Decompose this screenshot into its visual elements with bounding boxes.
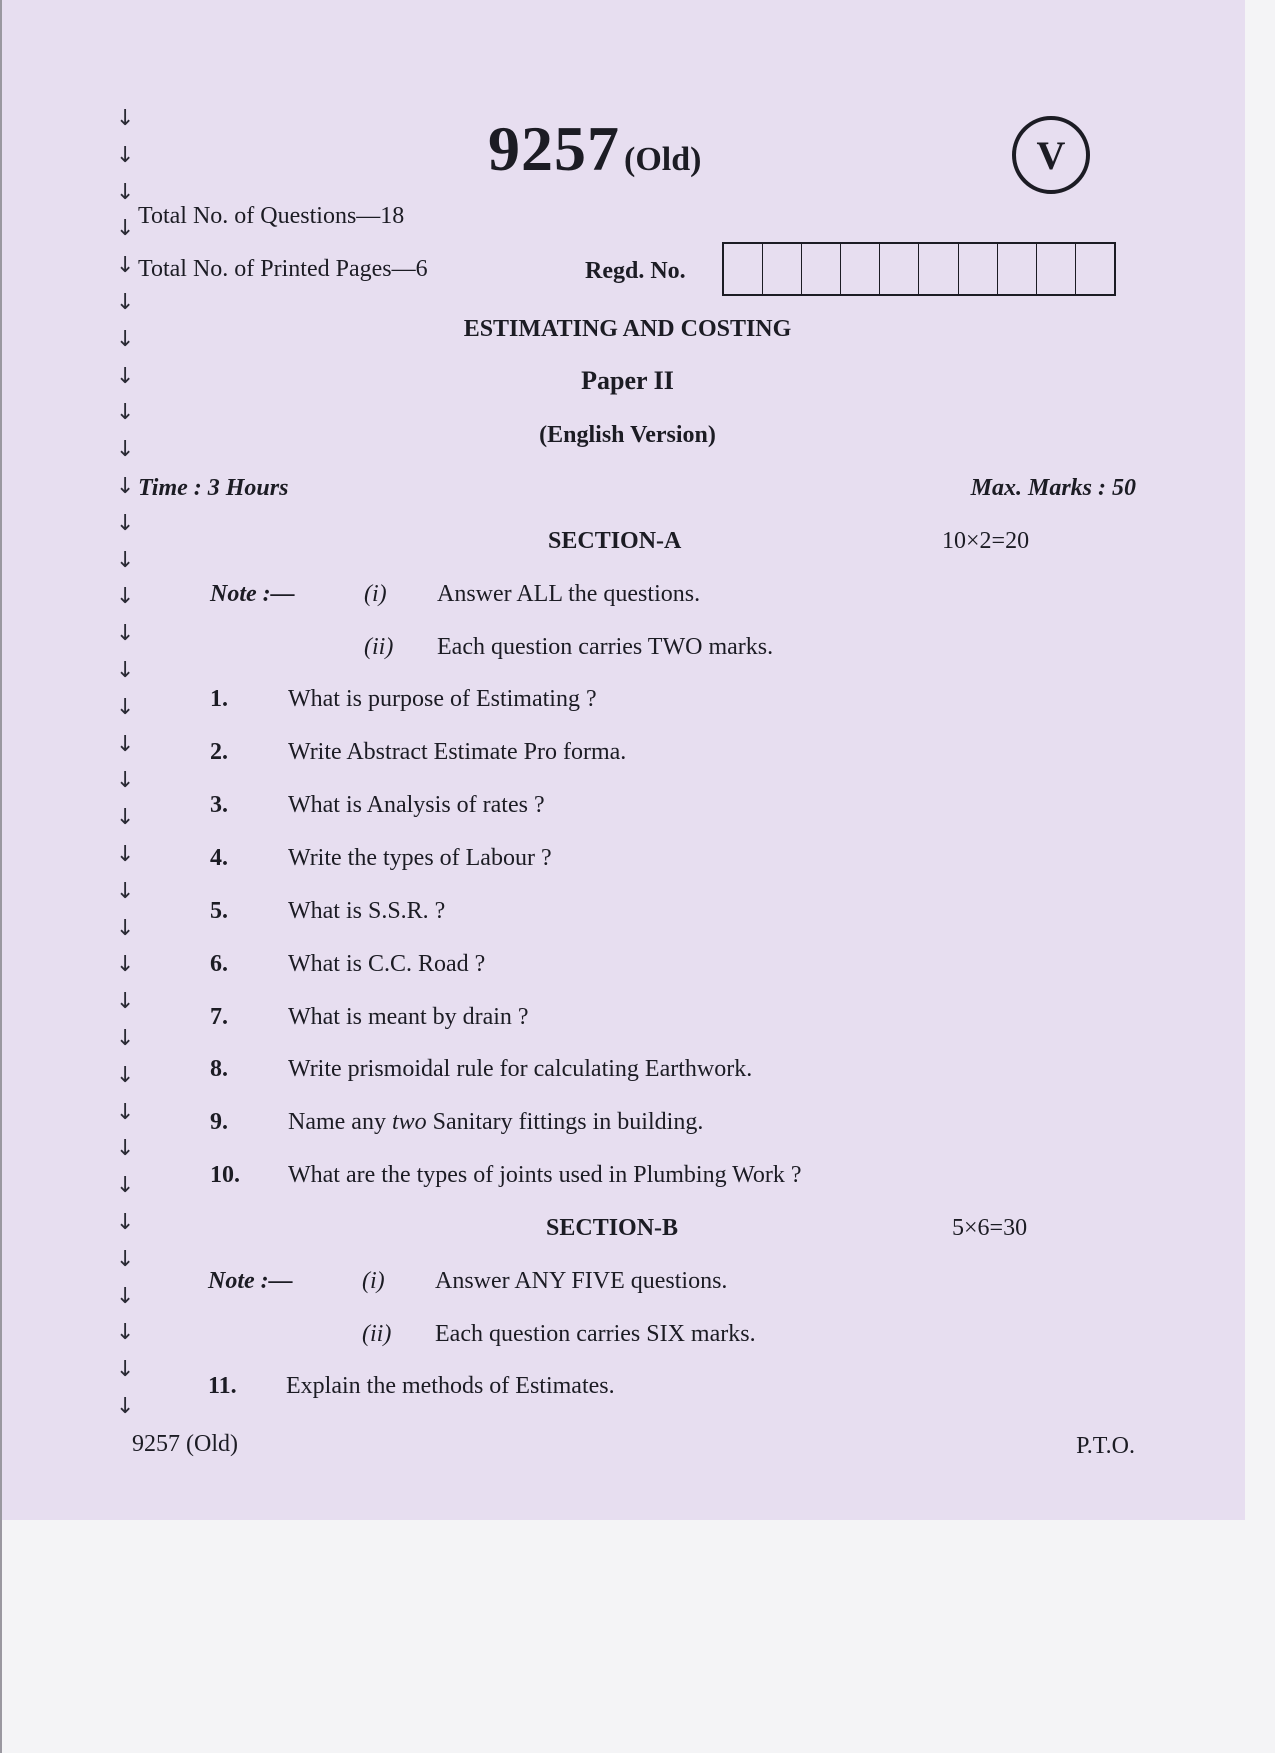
max-marks: Max. Marks : 50 bbox=[970, 475, 1136, 501]
section-b-note-label: Note :— bbox=[208, 1268, 293, 1294]
down-arrow-icon: ↓ bbox=[116, 1320, 135, 1346]
down-arrow-icon: ↓ bbox=[116, 253, 135, 279]
down-arrow-icon: ↓ bbox=[116, 437, 135, 463]
section-b-marks: 5×6=30 bbox=[952, 1215, 1028, 1241]
down-arrow-icon: ↓ bbox=[116, 1283, 135, 1309]
question-number: 1. bbox=[210, 686, 228, 712]
margin-arrows bbox=[116, 108, 138, 1418]
question-text: What is purpose of Estimating ? bbox=[288, 686, 597, 712]
down-arrow-icon: ↓ bbox=[116, 179, 135, 205]
question-number: 4. bbox=[210, 845, 228, 871]
question-number: 2. bbox=[210, 739, 228, 765]
question-text: Write the types of Labour ? bbox=[288, 845, 552, 871]
total-questions: Total No. of Questions—18 bbox=[138, 203, 405, 229]
down-arrow-icon: ↓ bbox=[116, 915, 135, 941]
regd-label: Regd. No. bbox=[585, 258, 686, 284]
down-arrow-icon: ↓ bbox=[116, 400, 135, 426]
section-b-note-2: Each question carries SIX marks. bbox=[435, 1321, 756, 1347]
down-arrow-icon: ↓ bbox=[116, 1062, 135, 1088]
down-arrow-icon: ↓ bbox=[116, 1393, 135, 1419]
section-a-note-2: Each question carries TWO marks. bbox=[437, 634, 774, 660]
question-number: 3. bbox=[210, 792, 228, 818]
down-arrow-icon: ↓ bbox=[116, 694, 135, 720]
version-letter: V bbox=[1036, 132, 1066, 178]
down-arrow-icon: ↓ bbox=[116, 473, 135, 499]
section-b-heading: SECTION-B bbox=[546, 1215, 679, 1241]
question-text: Name any two Sanitary fittings in building. bbox=[288, 1109, 704, 1135]
down-arrow-icon: ↓ bbox=[116, 1173, 135, 1199]
section-a-note-label: Note :— bbox=[210, 581, 295, 607]
question-text: What is S.S.R. ? bbox=[288, 898, 446, 924]
down-arrow-icon: ↓ bbox=[116, 1357, 135, 1383]
down-arrow-icon: ↓ bbox=[116, 805, 135, 831]
question-text: What is Analysis of rates ? bbox=[288, 792, 545, 818]
time-allowed: Time : 3 Hours bbox=[138, 475, 289, 501]
question-text: What is C.C. Road ? bbox=[288, 951, 486, 977]
question-text: What is meant by drain ? bbox=[288, 1004, 529, 1030]
down-arrow-icon: ↓ bbox=[116, 989, 135, 1015]
section-a-note-num-1: (i) bbox=[364, 581, 387, 607]
question-number: 8. bbox=[210, 1056, 228, 1082]
version-badge bbox=[1012, 116, 1090, 194]
down-arrow-icon: ↓ bbox=[116, 510, 135, 536]
paper-code-heading bbox=[488, 112, 701, 186]
down-arrow-icon: ↓ bbox=[116, 731, 135, 757]
down-arrow-icon: ↓ bbox=[116, 289, 135, 315]
section-a-note-num-2: (ii) bbox=[364, 634, 394, 660]
down-arrow-icon: ↓ bbox=[116, 216, 135, 242]
down-arrow-icon: ↓ bbox=[116, 584, 135, 610]
paper-number: Paper II bbox=[581, 366, 674, 395]
subject-title: ESTIMATING AND COSTING bbox=[463, 316, 792, 342]
down-arrow-icon: ↓ bbox=[116, 1099, 135, 1125]
footer-paper-code: 9257 (Old) bbox=[132, 1431, 238, 1457]
down-arrow-icon: ↓ bbox=[116, 1209, 135, 1235]
paper-code: 9257 bbox=[488, 113, 620, 184]
question-text: What are the types of joints used in Plumbing Work ? bbox=[288, 1162, 802, 1188]
question-number: 9. bbox=[210, 1109, 228, 1135]
section-a-marks: 10×2=20 bbox=[942, 528, 1030, 554]
down-arrow-icon: ↓ bbox=[116, 547, 135, 573]
total-pages: Total No. of Printed Pages—6 bbox=[138, 256, 428, 282]
scan-edge-line bbox=[0, 0, 2, 1753]
down-arrow-icon: ↓ bbox=[116, 326, 135, 352]
down-arrow-icon: ↓ bbox=[116, 1246, 135, 1272]
regd-number-boxes[interactable] bbox=[722, 242, 1116, 296]
down-arrow-icon: ↓ bbox=[116, 1136, 135, 1162]
down-arrow-icon: ↓ bbox=[116, 106, 135, 131]
section-b-note-num-2: (ii) bbox=[362, 1321, 392, 1347]
question-number: 7. bbox=[210, 1004, 228, 1030]
section-b-note-1: Answer ANY FIVE questions. bbox=[435, 1268, 728, 1294]
question-text: Write Abstract Estimate Pro forma. bbox=[288, 739, 627, 765]
down-arrow-icon: ↓ bbox=[116, 878, 135, 904]
down-arrow-icon: ↓ bbox=[116, 142, 135, 168]
down-arrow-icon: ↓ bbox=[116, 841, 135, 867]
language-version: (English Version) bbox=[539, 422, 716, 448]
question-number: 5. bbox=[210, 898, 228, 924]
pto-label: P.T.O. bbox=[1076, 1433, 1135, 1459]
question-text: Write prismoidal rule for calculating Earthwork. bbox=[288, 1056, 753, 1082]
question-number: 6. bbox=[210, 951, 228, 977]
down-arrow-icon: ↓ bbox=[116, 768, 135, 794]
section-b-note-num-1: (i) bbox=[362, 1268, 385, 1294]
section-a-heading: SECTION-A bbox=[548, 528, 682, 554]
question-number: 10. bbox=[210, 1162, 240, 1188]
question-text: Explain the methods of Estimates. bbox=[286, 1373, 615, 1399]
question-number: 11. bbox=[208, 1373, 237, 1399]
down-arrow-icon: ↓ bbox=[116, 657, 135, 683]
down-arrow-icon: ↓ bbox=[116, 1025, 135, 1051]
down-arrow-icon: ↓ bbox=[116, 621, 135, 647]
section-a-note-1: Answer ALL the questions. bbox=[437, 581, 701, 607]
down-arrow-icon: ↓ bbox=[116, 952, 135, 978]
paper-code-suffix: (Old) bbox=[624, 141, 702, 178]
down-arrow-icon: ↓ bbox=[116, 363, 135, 389]
